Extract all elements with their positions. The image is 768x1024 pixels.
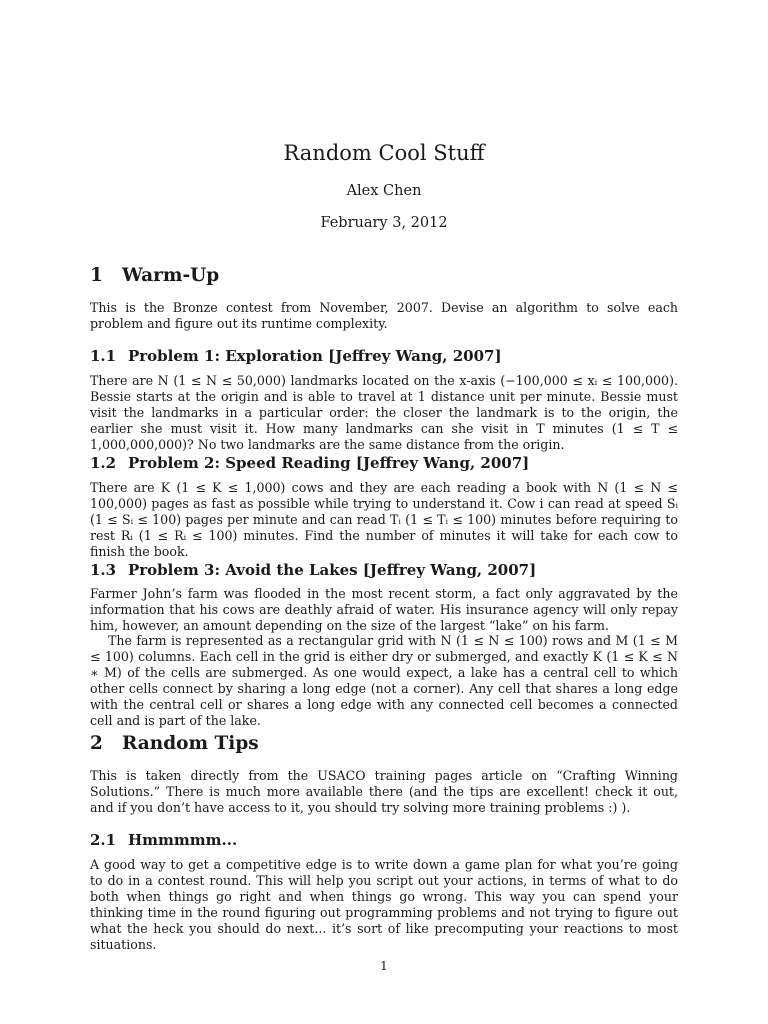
document-title: Random Cool Stuff: [283, 141, 485, 165]
page-number: 1: [380, 959, 388, 973]
section-title: Random Tips: [122, 733, 259, 754]
subsection-number: 1.3: [90, 561, 117, 579]
subsection-heading-avoid-the-lakes: [90, 560, 536, 580]
subsection-title: Problem 3: Avoid the Lakes [Jeffrey Wang, 2007]: [128, 561, 537, 579]
subsection-title: Hmmmmm...: [128, 831, 238, 849]
subsection-title: Problem 1: Exploration [Jeffrey Wang, 2007]: [128, 347, 502, 365]
section-intro-paragraph: This is the Bronze contest from November, 2007. Devise an algorithm to solve each problem and figure out its runtime complexity.: [90, 300, 678, 331]
document-author: Alex Chen: [346, 183, 422, 199]
section-intro-paragraph: This is taken directly from the USACO training pages article on “Crafting Winning Solutions.” There is much more available there (and the tips are excellent! check it out, and if you don’t have access to it, you should try solving more training problems :) ).: [90, 768, 678, 815]
problem-3-paragraph-1: Farmer John’s farm was flooded in the most recent storm, a fact only aggravated by the information that his cows are deathly afraid of water. His insurance agency will only repay him, however, an amount depending on the size of the largest “lake” on his farm.: [90, 586, 678, 633]
document-date: February 3, 2012: [320, 215, 448, 231]
subsection-heading-hmmmmm: [90, 830, 237, 850]
problem-3-paragraph-2: The farm is represented as a rectangular grid with N (1 ≤ N ≤ 100) rows and M (1 ≤ M ≤ 100) columns. Each cell in the grid is either dry or submerged, and exactly K (1 ≤ K ≤ N ∗ M) of the cells are submerged. As one would expect, a lake has a central cell to which other cells connect by sharing a long edge (not a corner). Any cell that shares a long edge with the central cell or shares a long edge with any connected cell becomes a connected cell and is part of the lake.: [90, 633, 678, 728]
section-number: 2: [90, 733, 103, 754]
subsection-heading-exploration: [90, 346, 502, 366]
section-number: 1: [90, 265, 103, 286]
problem-2-paragraph: There are K (1 ≤ K ≤ 1,000) cows and they are each reading a book with N (1 ≤ N ≤ 100,000) pages as fast as possible while trying to understand it. Cow i can read at speed Sᵢ (1 ≤ Sᵢ ≤ 100) pages per minute and can read Tᵢ (1 ≤ Tᵢ ≤ 100) minutes before requiring to rest Rᵢ (1 ≤ Rᵢ ≤ 100) minutes. Find the number of minutes it will take for each cow to finish the book.: [90, 480, 678, 559]
section-title: Warm-Up: [122, 265, 220, 286]
tips-paragraph: A good way to get a competitive edge is to write down a game plan for what you’re going to do in a contest round. This will help you script out your actions, in terms of what to do both when things go right and when things go wrong. This way you can spend your thinking time in the round figuring out programming problems and not trying to figure out what the heck you should do next... it’s sort of like precomputing your reactions to most situations.: [90, 857, 678, 952]
section-heading-warm-up: [90, 264, 219, 288]
subsection-number: 2.1: [90, 831, 117, 849]
subsection-title: Problem 2: Speed Reading [Jeffrey Wang, 2007]: [128, 454, 530, 472]
subsection-number: 1.1: [90, 347, 117, 365]
section-heading-random-tips: [90, 732, 259, 756]
subsection-number: 1.2: [90, 454, 117, 472]
problem-1-paragraph: There are N (1 ≤ N ≤ 50,000) landmarks located on the x-axis (−100,000 ≤ xᵢ ≤ 100,000). Bessie starts at the origin and is able to travel at 1 distance unit per minute. Bessie must visit the landmarks in a particular order: the closer the landmark is to the origin, the earlier she must visit it. How many landmarks can she visit in T minutes (1 ≤ T ≤ 1,000,000,000)? No two landmarks are the same distance from the origin.: [90, 373, 678, 452]
subsection-heading-speed-reading: [90, 453, 529, 473]
